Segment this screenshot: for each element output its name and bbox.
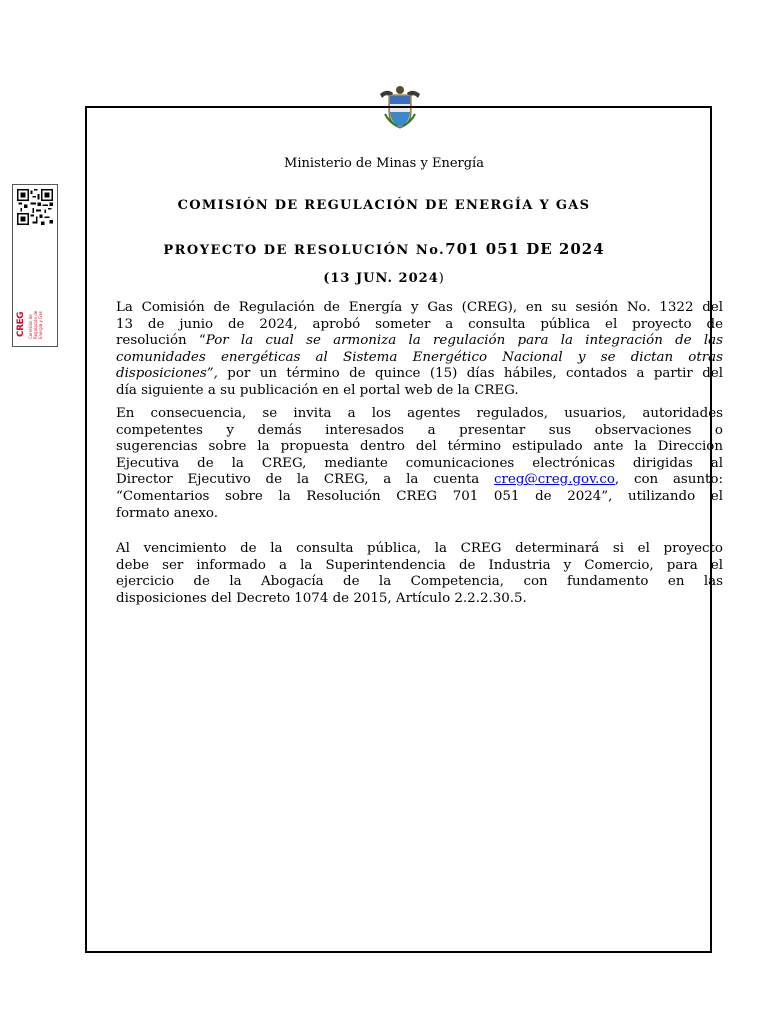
- date-value: 13 JUN. 2024: [330, 271, 439, 286]
- paragraph-line: La Comisión de Regulación de Energía y Gas (CREG), en su sesión No. 1322 del: [116, 300, 723, 315]
- paragraph-line: “Comentarios sobre la Resolución CREG 701 051 de 2024”, utilizando el: [116, 488, 723, 504]
- text-segment: por un término de quince (15) días hábiles, contados a partir del: [217, 366, 723, 382]
- paragraph-line: [116, 366, 723, 383]
- paragraph-line: competentes y demás interesados a presentar sus observaciones o: [116, 422, 723, 438]
- date-open: (: [323, 271, 331, 286]
- paragraph-line: disposiciones del Decreto 1074 de 2015, Artículo 2.2.2.30.5.: [116, 590, 527, 606]
- paragraph-line: debe ser informado a la Superintendencia de Industria y Comercio, para el: [116, 557, 723, 573]
- project-prefix: PROYECTO DE RESOLUCIÓN No.: [163, 243, 446, 258]
- project-resolution-title: [0, 240, 768, 258]
- ministry-title: Ministerio de Minas y Energía: [284, 156, 484, 171]
- email-link[interactable]: creg@creg.gov.co: [494, 472, 615, 488]
- project-number: 701 051 DE 2024: [445, 240, 605, 258]
- resolution-title-italic: disposiciones”,: [116, 366, 218, 382]
- paragraph-line: día siguiente a su publicación en el portal web de la CREG.: [116, 382, 519, 398]
- paragraph-line: [116, 350, 723, 367]
- paragraph-line: sugerencias sobre la propuesta dentro del término estipulado ante la Dirección: [116, 439, 723, 455]
- paragraph-line: ejercicio de la Abogacía de la Competencia, con fundamento en las: [116, 574, 723, 590]
- paragraph-line: Al vencimiento de la consulta pública, la CREG determinará si el proyecto: [116, 541, 723, 556]
- text-segment: resolución “: [116, 333, 206, 349]
- text-segment: , con asunto:: [614, 472, 723, 488]
- paragraph-invitation: [116, 406, 723, 522]
- resolution-title-italic: Por la cual se armoniza la regulación para la integración de las: [205, 333, 723, 349]
- paragraph-line: Ejecutiva de la CREG, mediante comunicaciones electrónicas dirigidas al: [116, 455, 723, 471]
- text-segment: Director Ejecutivo de la CREG, a la cuenta: [116, 472, 495, 488]
- paragraph-line: formato anexo.: [116, 505, 218, 521]
- paragraph-line: 13 de junio de 2024, aprobó someter a consulta pública el proyecto de: [116, 316, 723, 332]
- resolution-title-italic: comunidades energéticas al Sistema Energético Nacional y se dictan otras: [116, 349, 723, 365]
- paragraph-consultation: [116, 300, 723, 400]
- paragraph-line: [116, 333, 723, 350]
- creg-logo: [16, 301, 54, 341]
- creg-logo-subtitle: Comisión de Regulación de Energía y Gas: [28, 310, 43, 339]
- commission-title: COMISIÓN DE REGULACIÓN DE ENERGÍA Y GAS: [177, 198, 591, 213]
- document-frame: [85, 106, 712, 953]
- paragraph-line: [116, 472, 723, 489]
- date-close: ): [438, 271, 445, 286]
- creg-logo-text: CREG: [16, 311, 26, 337]
- resolution-date: [0, 271, 768, 286]
- paragraph-line: En consecuencia, se invita a los agentes regulados, usuarios, autoridades: [116, 406, 723, 421]
- paragraph-expiration: [116, 541, 723, 607]
